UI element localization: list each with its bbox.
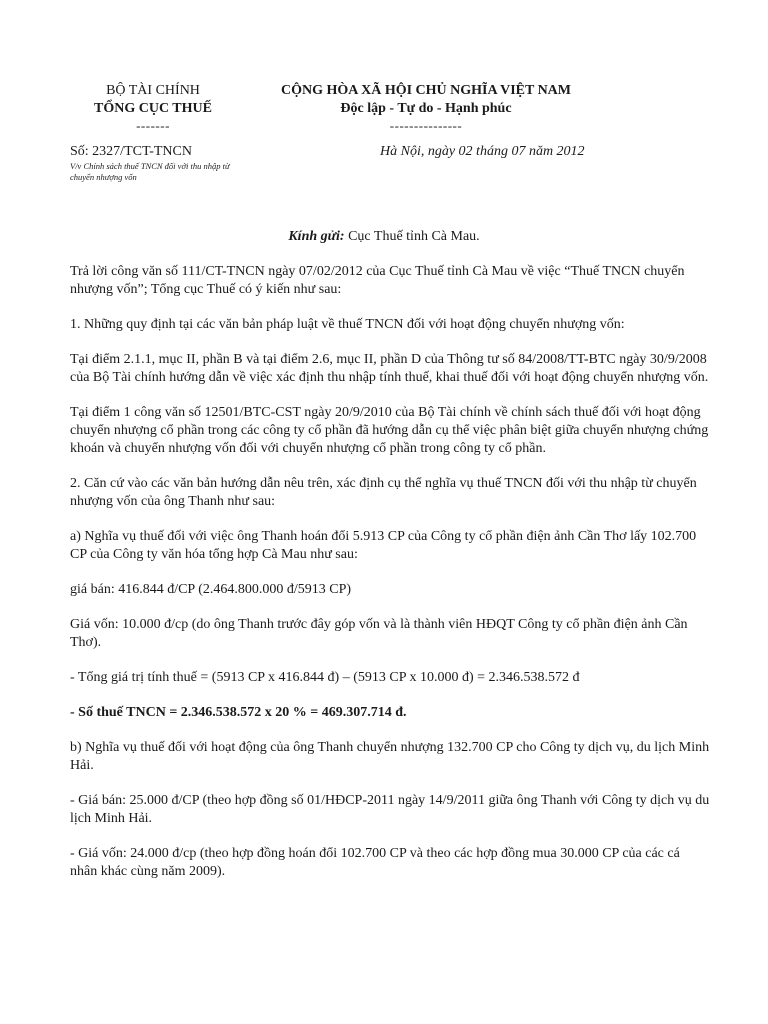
- paragraph-taxable-value: - Tổng giá trị tính thuế = (5913 CP x 416.844 đ) – (5913 CP x 10.000 đ) = 2.346.538.572 đ: [70, 670, 580, 685]
- right-separator: ---------------: [389, 118, 463, 133]
- paragraph-cost-price: Giá vốn: 10.000 đ/cp (do ông Thanh trước đây góp vốn và là thành viên HĐQT Công ty cổ phần điện ảnh Cần Thơ).: [70, 617, 688, 650]
- paragraph-dispatch-12501: Tại điểm 1 công văn số 12501/BTC-CST ngày 20/9/2010 của Bộ Tài chính về chính sách thuế đối với hoạt động chuyển nhượng cổ phần trong các công ty cổ phần đã hướng dẫn cụ thể việc phân biệt giữa chuyển nhượng chứng khoán và chuyển nhượng vốn đối với chuyển nhượng cổ phần trong công ty cổ phần.: [70, 405, 709, 456]
- paragraph-selling-price-b: - Giá bán: 25.000 đ/CP (theo hợp đồng số 01/HĐCP-2011 ngày 14/9/2011 giữa ông Thanh với Công ty dịch vụ du lịch Minh Hải.: [70, 793, 710, 826]
- paragraph-tax-amount: - Số thuế TNCN = 2.346.538.572 x 20 % = 469.307.714 đ.: [70, 705, 407, 720]
- paragraph-reply: Trả lời công văn số 111/CT-TNCN ngày 07/02/2012 của Cục Thuế tỉnh Cà Mau về việc “Thuế TNCN chuyển nhượng vốn”; Tổng cục Thuế có ý kiến như sau:: [70, 264, 685, 297]
- national-title-block: [248, 82, 604, 134]
- department-name: TỔNG CỤC THUẾ: [94, 101, 212, 116]
- greeting-label: Kính gửi:: [288, 229, 345, 244]
- paragraph-item-b: b) Nghĩa vụ thuế đối với hoạt động của ông Thanh chuyển nhượng 132.700 CP cho Công ty dịch vụ, du lịch Minh Hải.: [70, 740, 710, 773]
- paragraph-section-2: 2. Căn cứ vào các văn bản hướng dẫn nêu trên, xác định cụ thể nghĩa vụ thuế TNCN đối với thu nhập từ chuyển nhượng vốn của ông Thanh như sau:: [70, 476, 697, 509]
- paragraph-cost-price-b: - Giá vốn: 24.000 đ/cp (theo hợp đồng hoán đổi 102.700 CP và theo các hợp đồng mua 30.000 CP của các cá nhân khác cùng năm 2009).: [70, 846, 680, 879]
- ministry-name: BỘ TÀI CHÍNH: [106, 83, 200, 98]
- paragraph-circular-84: Tại điểm 2.1.1, mục II, phần B và tại điểm 2.6, mục II, phần D của Thông tư số 84/2008/TT-BTC ngày 30/9/2008 của Bộ Tài chính hướng dẫn về việc xác định thu nhập tính thuế, khai thuế đối với hoạt động chuyển nhượng vốn.: [70, 352, 709, 385]
- document-subject: V/v Chính sách thuế TNCN đối với thu nhập từ chuyển nhượng vốn: [70, 161, 230, 182]
- paragraph-item-a: a) Nghĩa vụ thuế đối với việc ông Thanh hoán đổi 5.913 CP của Công ty cổ phần điện ảnh Cần Thơ lấy 102.700 CP của Công ty văn hóa tổng hợp Cà Mau như sau:: [70, 529, 697, 562]
- letter-body: [70, 263, 710, 898]
- country-name: CỘNG HÒA XÃ HỘI CHỦ NGHĨA VIỆT NAM: [280, 83, 571, 98]
- issuing-authority-block: [68, 82, 238, 134]
- recipient-line: [0, 228, 768, 246]
- paragraph-section-1: 1. Những quy định tại các văn bản pháp luật về thuế TNCN đối với hoạt động chuyển nhượng vốn:: [70, 317, 625, 332]
- left-separator: -------: [136, 118, 170, 133]
- recipient-name: Cục Thuế tỉnh Cà Mau.: [344, 229, 480, 244]
- place-and-date: Hà Nội, ngày 02 tháng 07 năm 2012: [380, 144, 585, 159]
- document-number: Số: 2327/TCT-TNCN: [70, 144, 192, 159]
- national-motto: Độc lập - Tự do - Hạnh phúc: [340, 101, 512, 116]
- paragraph-selling-price: giá bán: 416.844 đ/CP (2.464.800.000 đ/5913 CP): [70, 582, 352, 597]
